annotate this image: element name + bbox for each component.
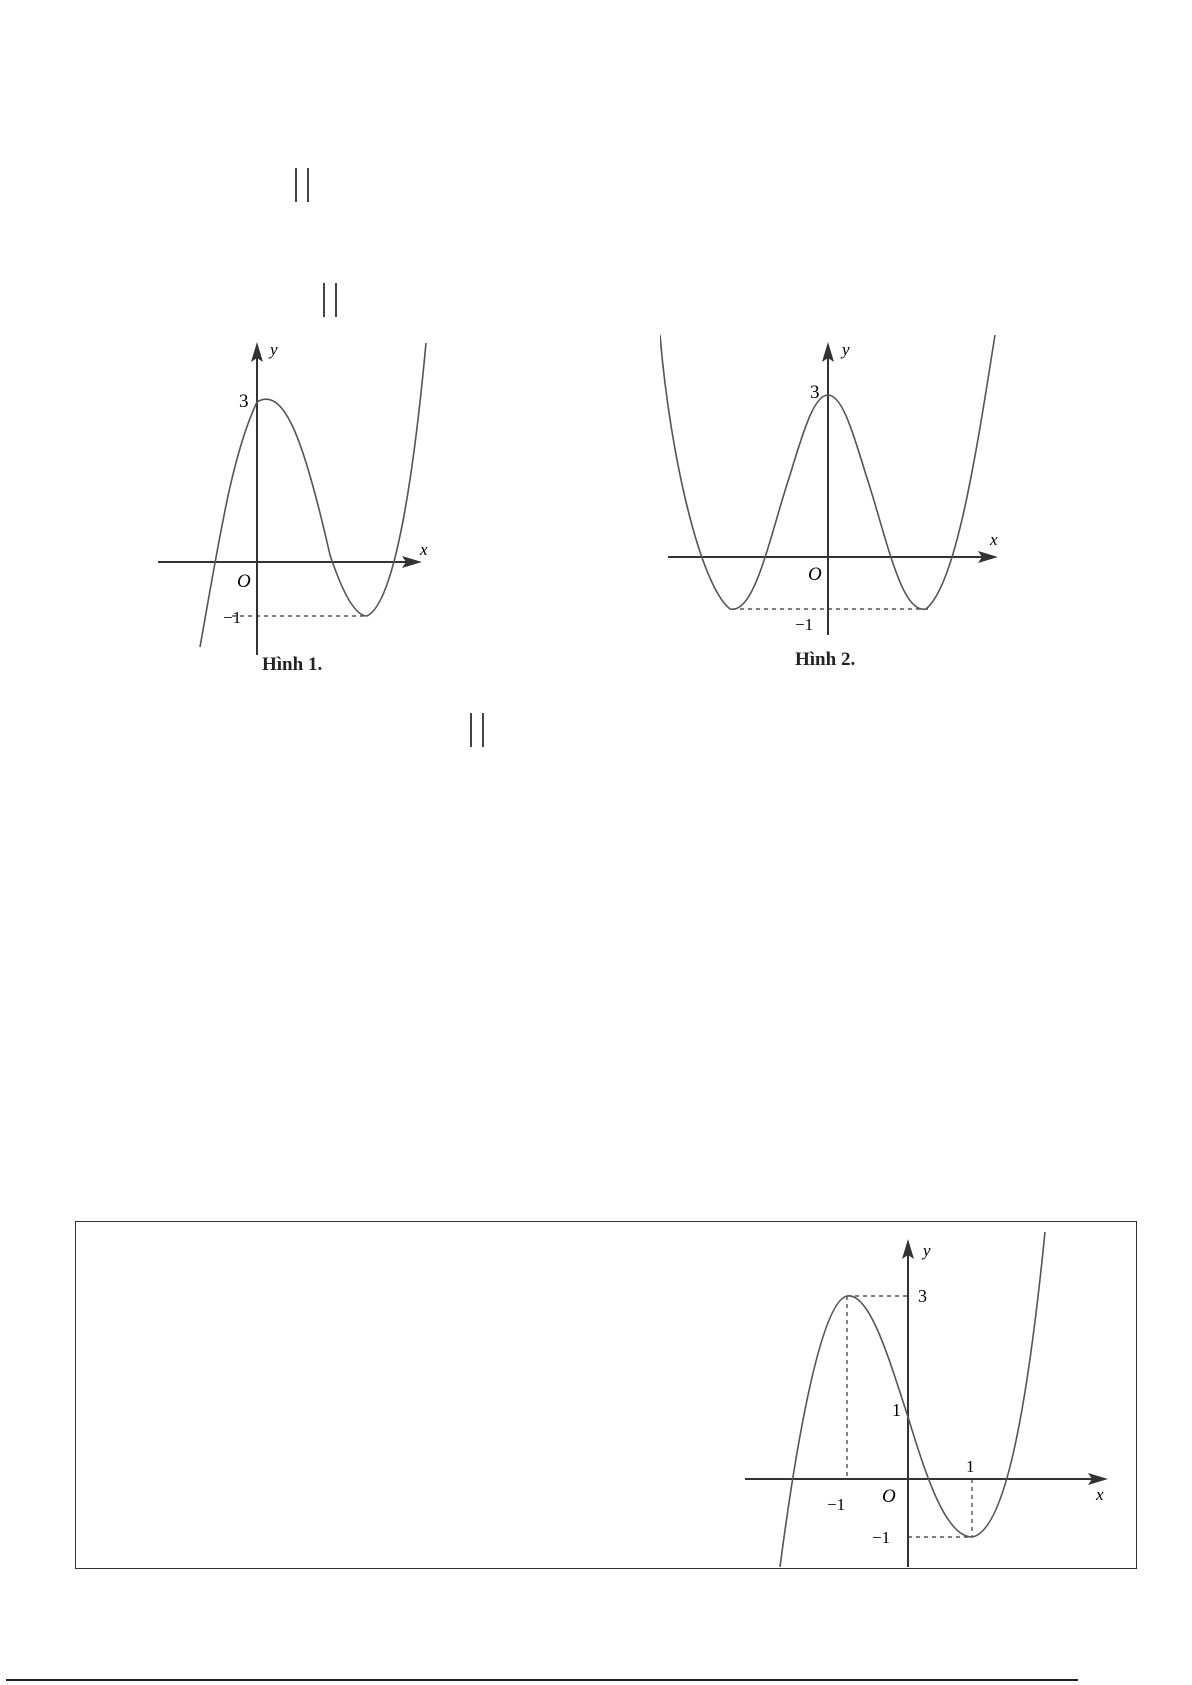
- fig3-tick-3: 3: [918, 1286, 927, 1306]
- figure-1-curve: [200, 343, 426, 647]
- fig1-origin-label: O: [237, 571, 251, 592]
- fig3-xtick-minus1: −1: [827, 1495, 846, 1514]
- abs-mark-2: [323, 283, 337, 322]
- figure-3-graph: [740, 1232, 1120, 1567]
- footer-rule: [6, 1679, 1078, 1681]
- fig3-origin-label: O: [882, 1486, 896, 1507]
- abs-mark-1: [295, 168, 309, 207]
- fig1-tick-minus1: −1: [223, 608, 242, 627]
- fig2-origin-label: O: [808, 564, 822, 585]
- figure-2-graph: [660, 335, 1020, 655]
- fig3-y-label: y: [923, 1241, 931, 1260]
- figure-2-caption: Hình 2.: [795, 649, 856, 670]
- fig3-xtick-1: 1: [966, 1457, 975, 1476]
- fig2-tick-minus1: −1: [795, 615, 814, 634]
- fig2-x-label: x: [990, 530, 998, 549]
- fig3-tick-1: 1: [892, 1400, 901, 1420]
- figure-1-caption: Hình 1.: [262, 654, 323, 675]
- fig1-x-label: x: [420, 540, 428, 559]
- figure-3-curve: [780, 1232, 1045, 1567]
- fig1-y-label: y: [270, 340, 278, 359]
- abs-mark-3: [470, 713, 484, 752]
- fig2-tick-3: 3: [810, 382, 820, 403]
- fig2-y-label: y: [842, 340, 850, 359]
- fig1-tick-3: 3: [239, 391, 249, 412]
- fig3-tick-minus1: −1: [872, 1528, 891, 1547]
- figure-1-graph: [150, 335, 450, 655]
- fig3-x-label: x: [1096, 1485, 1104, 1504]
